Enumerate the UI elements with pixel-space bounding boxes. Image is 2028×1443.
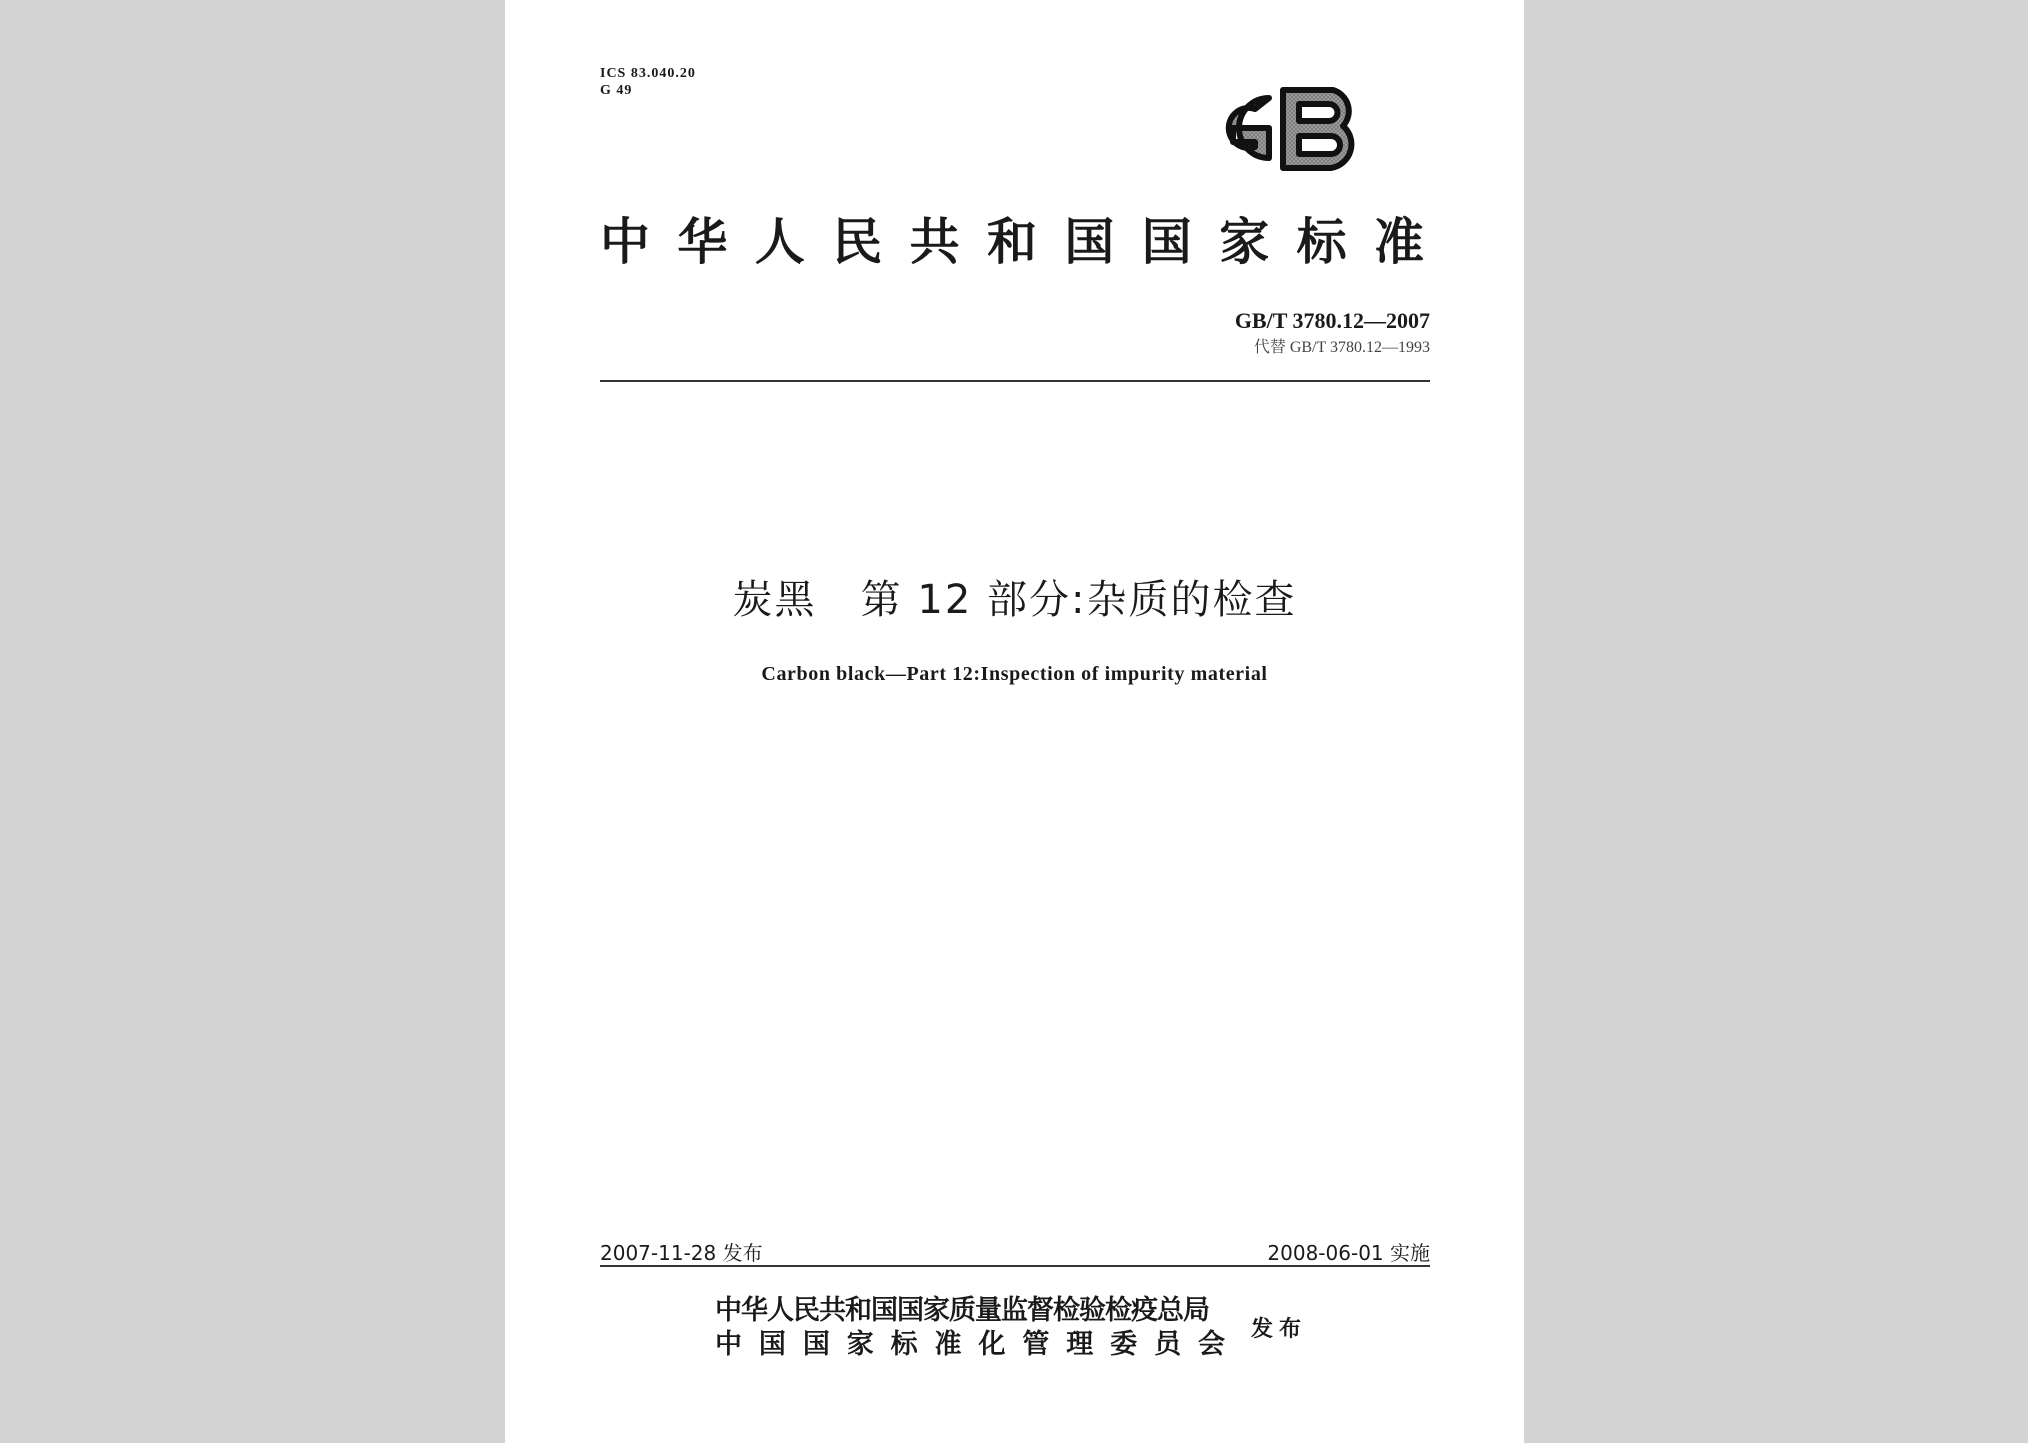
gb-logo-text: GB [1171, 76, 1173, 77]
chinese-title: 炭黑 第 12 部分:杂质的检查 [732, 577, 1297, 623]
header-divider [600, 380, 1430, 382]
replaces-standard: 代替 GB/T 3780.12—1993 [1253, 339, 1430, 356]
issuer-sac: 中国国家标准化管理委员会 [715, 1329, 1225, 1360]
issue-date: 2007-11-28 发布 [600, 1241, 763, 1265]
implementation-date: 2008-06-01 实施 [1267, 1241, 1430, 1265]
gb-logo [1171, 76, 1376, 180]
ccs-code: G 49 [600, 83, 633, 98]
standard-number: GB/T 3780.12—2007 [1234, 308, 1430, 333]
national-standard-title: 中华人民共和国国家标准 [600, 213, 1430, 271]
issuer-aqsiq: 中华人民共和国国家质量监督检验检疫总局 [715, 1295, 1209, 1326]
document-page [505, 0, 1524, 1443]
ics-code: ICS 83.040.20 [600, 66, 696, 81]
issuing-organizations [715, 1294, 1225, 1362]
english-title: Carbon black—Part 12:Inspection of impurity material [761, 663, 1268, 685]
footer-divider [600, 1265, 1430, 1267]
classification-codes [600, 65, 696, 99]
publish-label: 发布 [1251, 1317, 1308, 1342]
